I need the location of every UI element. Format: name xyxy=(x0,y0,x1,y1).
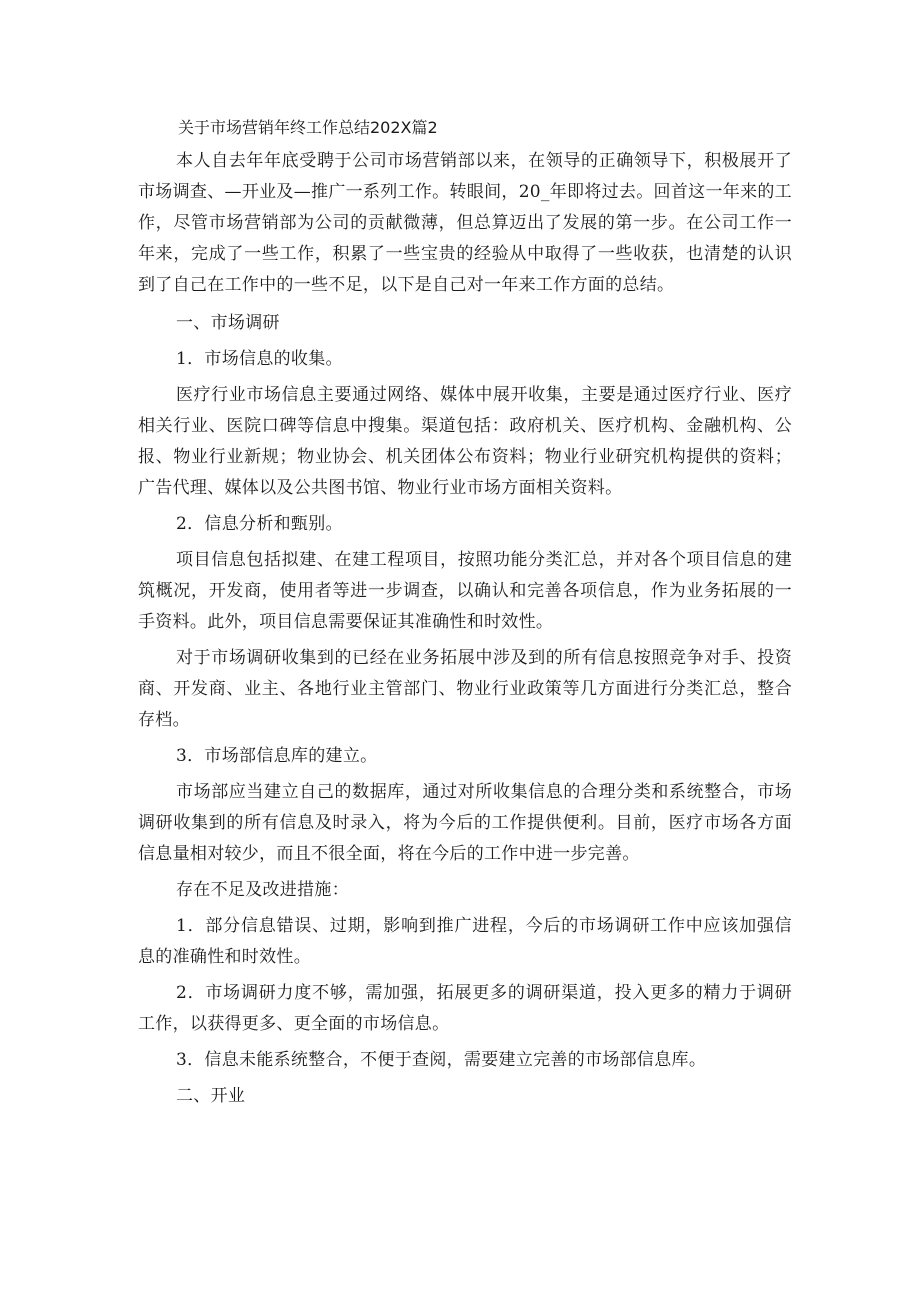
document-title: 关于市场营销年终工作总结202X篇2 xyxy=(178,118,438,137)
document-body xyxy=(138,115,792,1112)
paragraph-project-info: 项目信息包括拟建、在建工程项目，按照功能分类汇总，并对各个项目信息的建筑概况，开发商，使用者等进一步调查，以确认和完善各项信息，作为业务拓展的一手资料。此外，项目信息需要保证其准确性和时效性。 xyxy=(138,550,792,632)
item-title-database: 3．市场部信息库的建立。 xyxy=(176,746,378,766)
section-heading-opening: 二、开业 xyxy=(176,1086,246,1106)
item-title-info-collection: 1．市场信息的收集。 xyxy=(176,349,343,369)
paragraph-info-collection: 医疗行业市场信息主要通过网络、媒体中展开收集，主要是通过医疗行业、医疗相关行业、医院口碑等信息中搜集。渠道包括：政府机关、医疗机构、金融机构、公报、物业行业新规；物业协会、机关团体公布资料；物业行业研究机构提供的资料；广告代理、媒体以及公共图书馆、物业行业市场方面相关资料。 xyxy=(138,385,792,498)
item-title-info-analysis: 2．信息分析和甄别。 xyxy=(176,514,343,534)
section-heading-market-research: 一、市场调研 xyxy=(176,313,280,333)
paragraph-database: 市场部应当建立自己的数据库，通过对所收集信息的合理分类和系统整合，市场调研收集到的所有信息及时录入，将为今后的工作提供便利。目前，医疗市场各方面信息量相对较少，而且不很全面，将在今后的工作中进一步完善。 xyxy=(138,782,792,864)
issue-item-1: 1．部分信息错误、过期，影响到推广进程，今后的市场调研工作中应该加强信息的准确性和时效性。 xyxy=(138,916,792,967)
paragraph-info-classification: 对于市场调研收集到的已经在业务拓展中涉及到的所有信息按照竞争对手、投资商、开发商、业主、各地行业主管部门、物业行业政策等几方面进行分类汇总，整合存档。 xyxy=(138,648,792,730)
issue-item-3: 3．信息未能系统整合，不便于查阅，需要建立完善的市场部信息库。 xyxy=(176,1050,707,1070)
intro-paragraph: 本人自去年年底受聘于公司市场营销部以来，在领导的正确领导下，积极展开了市场调查、—开业及—推广一系列工作。转眼间，20_年即将过去。回首这一年来的工作，尽管市场营销部为公司的贡献微薄，但总算迈出了发展的第一步。在公司工作一年来，完成了一些工作，积累了一些宝贵的经验从中取得了一些收获，也清楚的认识到了自己在工作中的一些不足，以下是自己对一年来工作方面的总结。 xyxy=(138,151,792,295)
issues-heading: 存在不足及改进措施： xyxy=(176,880,349,900)
issue-item-2: 2．市场调研力度不够，需加强，拓展更多的调研渠道，投入更多的精力于调研工作，以获得更多、更全面的市场信息。 xyxy=(138,983,792,1034)
